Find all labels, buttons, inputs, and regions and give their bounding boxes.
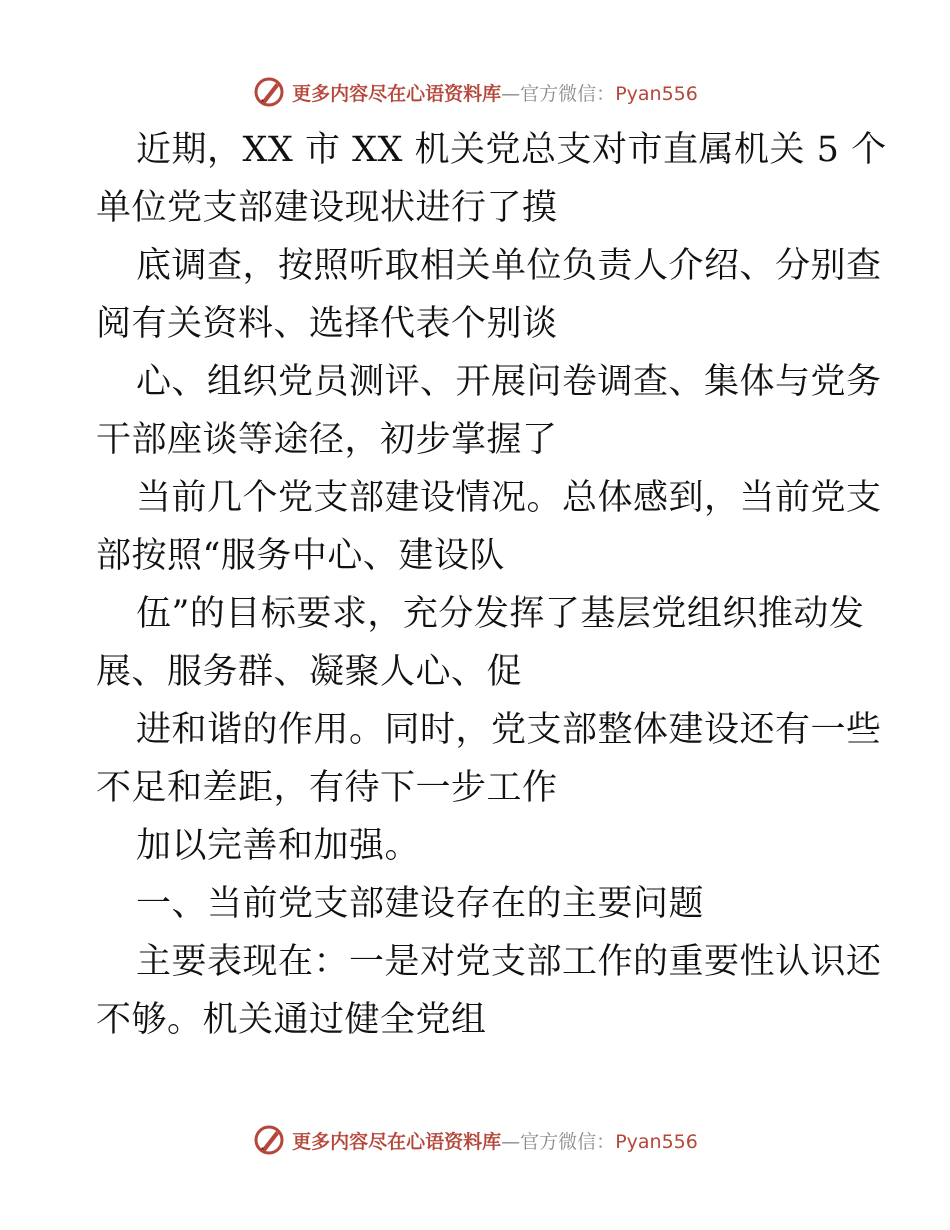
watermark-separator: — (501, 1130, 521, 1153)
section-heading: 一、当前党支部建设存在的主要问题 (136, 884, 705, 924)
paragraph-line: 底调查，按照听取相关单位负责人介绍、分别查 (136, 246, 882, 286)
paragraph-line: 近期，XX 市 XX 机关党总支对市直属机关 5 个 (136, 130, 887, 170)
watermark-separator: — (501, 82, 521, 105)
paragraph-line: 干部座谈等途径，初步掌握了 (96, 420, 558, 460)
paragraph-line: 心、组织党员测评、开展问卷调查、集体与党务 (136, 362, 882, 402)
paragraph-line: 不够。机关通过健全党组 (96, 1000, 487, 1040)
watermark-text (292, 1127, 698, 1154)
pen-circle-logo-icon (252, 1123, 286, 1157)
paragraph-line: 部按照“服务中心、建设队 (96, 536, 505, 576)
footer-watermark (0, 1120, 950, 1160)
pen-circle-logo-icon (252, 75, 286, 109)
watermark-contact-label: 官方微信： (520, 1130, 616, 1153)
paragraph-line: 主要表现在：一是对党支部工作的重要性认识还 (136, 942, 882, 982)
paragraph-line: 阅有关资料、选择代表个别谈 (96, 304, 558, 344)
watermark-text (292, 79, 698, 106)
paragraph-line: 当前几个党支部建设情况。总体感到，当前党支 (136, 478, 882, 518)
paragraph-line: 展、服务群、凝聚人心、促 (96, 652, 523, 692)
paragraph-line: 加以完善和加强。 (136, 826, 421, 866)
watermark-main-text: 更多内容尽在心语资料库 (292, 82, 502, 105)
watermark-contact-id: Pyan556 (615, 82, 698, 105)
paragraph-line: 进和谐的作用。同时，党支部整体建设还有一些 (136, 710, 882, 750)
watermark-contact-label: 官方微信： (520, 82, 616, 105)
watermark-contact-id: Pyan556 (615, 1130, 698, 1153)
header-watermark (0, 72, 950, 112)
paragraph-line: 不足和差距，有待下一步工作 (96, 768, 558, 808)
paragraph-line: 单位党支部建设现状进行了摸 (96, 188, 558, 228)
document-body (96, 121, 887, 1049)
paragraph-line: 伍”的目标要求，充分发挥了基层党组织推动发 (136, 594, 865, 634)
watermark-main-text: 更多内容尽在心语资料库 (292, 1130, 502, 1153)
